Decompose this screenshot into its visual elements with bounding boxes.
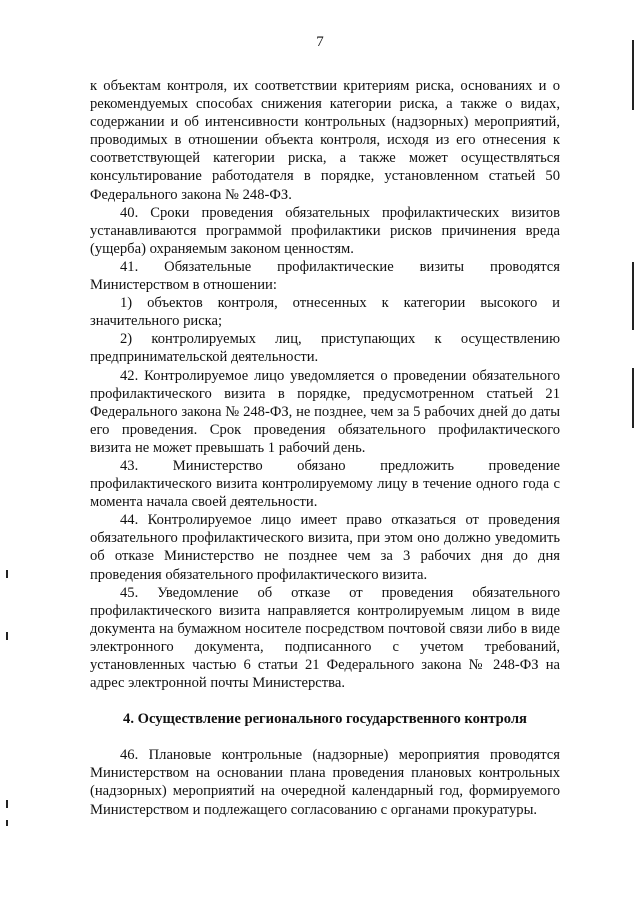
scan-mark-right-2 <box>632 262 634 330</box>
scan-mark-left-2 <box>6 632 8 640</box>
scan-mark-left-1 <box>6 570 8 578</box>
page-number: 7 <box>316 34 324 50</box>
scan-mark-left-4 <box>6 820 8 826</box>
paragraph-40: 40. Сроки проведения обязательных профилактических визитов устанавливаются программой профилактики рисков причинения вреда (ущерба) охраняемым законом ценностям. <box>90 204 560 257</box>
scan-mark-right-3 <box>632 368 634 428</box>
paragraph-41: 41. Обязательные профилактические визиты проводятся Министерством в отношении: <box>90 258 560 294</box>
section-4-heading: 4. Осуществление регионального государственного контроля <box>123 711 527 728</box>
paragraph-46: 46. Плановые контрольные (надзорные) мероприятия проводятся Министерством на основании плана проведения плановых контрольных (надзорных) мероприятий на очередной календарный год, формируемого Министерством и подлежащего согласованию с органами прокуратуры. <box>90 747 560 818</box>
paragraph-continuation: к объектам контроля, их соответствии критериям риска, основаниях и о рекомендуемых способах снижения категории риска, а также о видах, содержании и об интенсивности контрольных (надзорных) мероприятий, проводимых в отношении объекта контроля, исходя из его отнесения к соответствующей категории риска, а также может осуществляться консультирование работодателя в порядке, установленном статьей 50 Федерального закона № 248-ФЗ. <box>90 78 560 203</box>
paragraph-43: 43. Министерство обязано предложить проведение профилактического визита контролируемому лицу в течение одного года с момента начала своей деятельности. <box>90 457 560 511</box>
paragraph-45: 45. Уведомление об отказе от проведения обязательного профилактического визита направляется контролируемым лицом в виде документа на бумажном носителе посредством почтовой связи либо в виде электронного документа, подписанного с учетом требований, установленных частью 6 статьи 21 Федерального закона № 248-ФЗ на адрес электронной почты Министерства. <box>90 584 560 692</box>
paragraph-41-item-1: 1) объектов контроля, отнесенных к категории высокого и значительного риска; <box>90 295 560 330</box>
paragraph-42: 42. Контролируемое лицо уведомляется о проведении обязательного профилактического визита в порядке, предусмотренном статьей 21 Федерального закона № 248-ФЗ, не позднее, чем за 5 рабочих дней до даты его проведения. Срок проведения обязательного профилактического визита не может превышать 1 рабочий день. <box>90 367 560 456</box>
paragraph-41-item-2: 2) контролируемых лиц, приступающих к осуществлению предпринимательской деятельности. <box>90 331 560 366</box>
paragraph-44: 44. Контролируемое лицо имеет право отказаться от проведения обязательного профилактического визита, при этом оно должно уведомить об отказе Министерство не позднее чем за 3 рабочих дня до дня проведения обязательного профилактического визита. <box>90 512 560 583</box>
scan-mark-left-3 <box>6 800 8 808</box>
scan-mark-right-1 <box>632 40 634 110</box>
document-body <box>90 77 560 819</box>
